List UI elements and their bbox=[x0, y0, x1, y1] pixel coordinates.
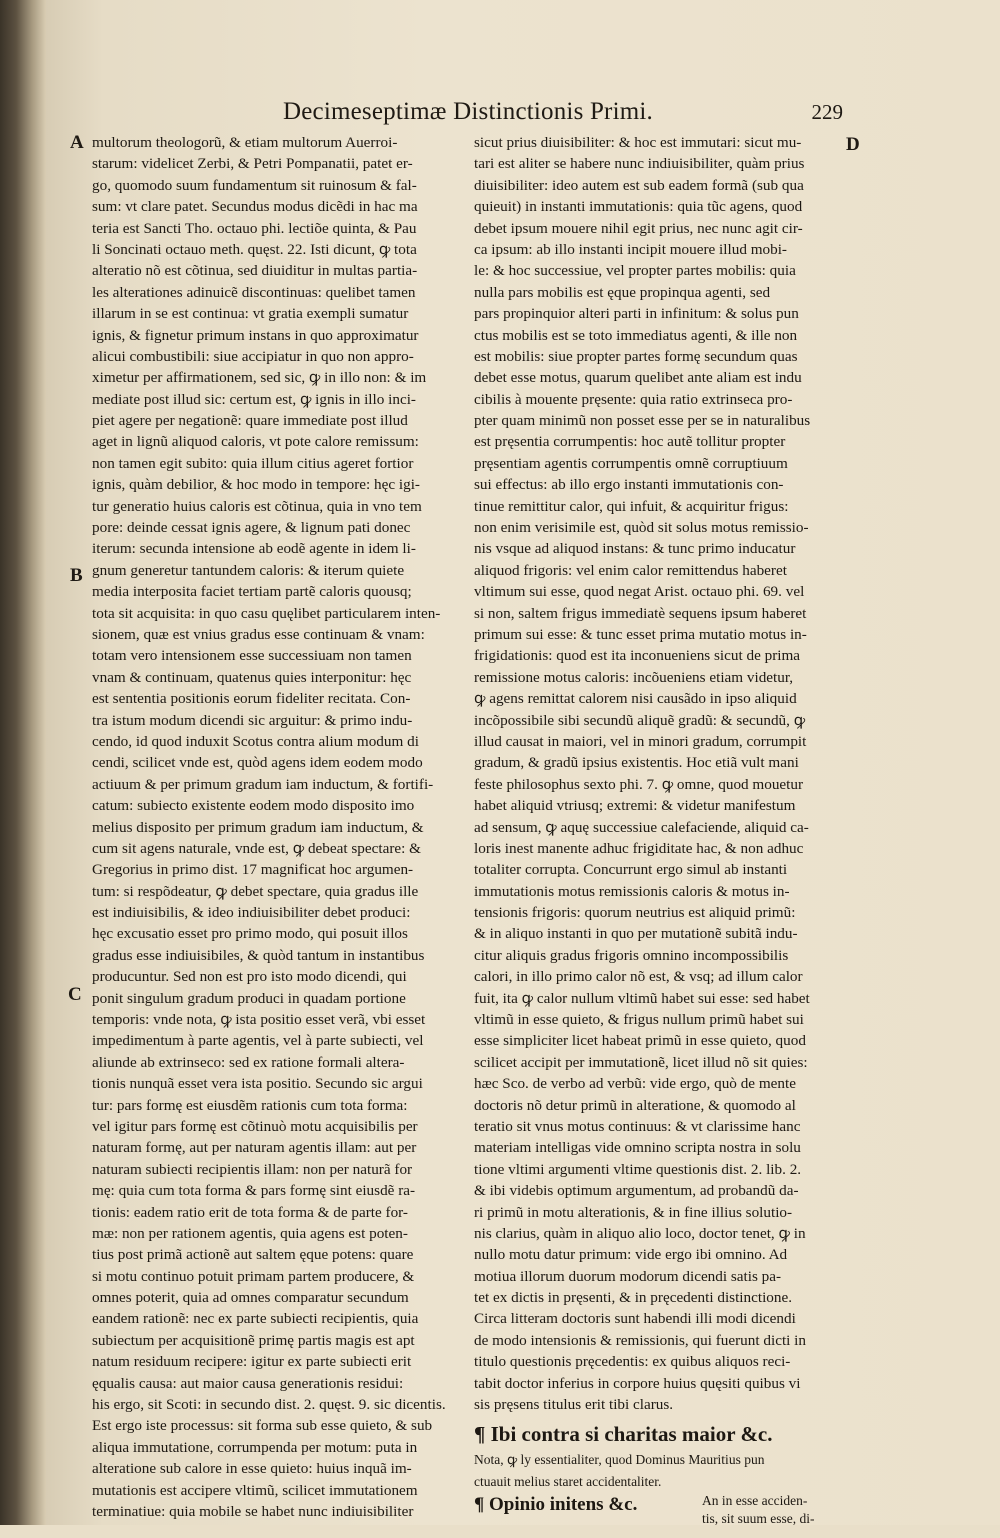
text-line: ctus mobilis est se toto immediatus agenti, & ille non bbox=[474, 326, 798, 344]
text-line: motiua illorum duorum modorum dicendi satis pa- bbox=[474, 1267, 782, 1285]
book-gutter-edge bbox=[0, 0, 46, 1525]
text-line: & in aliquo instanti in quo per mutationẽ subitã indu- bbox=[474, 925, 798, 943]
text-line: est sententia positionis eorum fideliter recitata. Con- bbox=[92, 690, 411, 708]
text-line: cibilis à mouente pręsente: quia ratio extrinseca pro- bbox=[474, 390, 793, 408]
text-line: vel igitur pars formę est cõtinuò motu acquisibilis per bbox=[92, 1117, 418, 1135]
text-line: aliqua immutatione, corrumpenda per motum: puta in bbox=[92, 1438, 418, 1456]
text-line: tari est aliter se habere nunc indiuisibiliter, quàm prius bbox=[474, 155, 805, 173]
text-line: catum: subiecto existente eodem modo disposito imo bbox=[92, 797, 415, 815]
text-line: est pręsentia corrumpentis: hoc autẽ tollitur propter bbox=[474, 433, 786, 451]
text-line: eandem rationẽ: nec ex parte subiecti recipientis, quia bbox=[92, 1310, 419, 1328]
text-line: cum sit agens naturale, vnde est, ꝙ debeat spectare: & bbox=[92, 839, 421, 857]
text-line: ęqualis causa: aut maior causa generationis residui: bbox=[92, 1374, 404, 1392]
text-line: tum: si respõdeatur, ꝙ debet spectare, quia gradus ille bbox=[92, 882, 419, 900]
text-line: impedimentum à parte agentis, vel à parte subiecti, vel bbox=[92, 1032, 424, 1050]
text-line: totam vero intensionem esse successiuam non tamen bbox=[92, 647, 412, 665]
text-line: nis vsque ad aliquod instans: & tunc primo inducatur bbox=[474, 540, 796, 558]
note-line: tis, sit suum esse, di- bbox=[702, 1511, 815, 1527]
text-line: actiuum & per primum gradum iam inductum, & fortifi- bbox=[92, 775, 434, 793]
left-column bbox=[92, 132, 458, 1522]
text-line: est indiuisibilis, & ideo indiuisibiliter debet produci: bbox=[92, 904, 411, 922]
text-line: pręsentiam agentis corrumpentis omnẽ corruptiuum bbox=[474, 454, 788, 472]
rubric-heading: ¶ Opinio initens &c. bbox=[474, 1494, 638, 1516]
text-line: gnum generetur tantundem caloris: & iterum quiete bbox=[92, 561, 405, 579]
text-line: debet esse motus, quarum quelibet ante aliam est indu bbox=[474, 369, 802, 387]
text-line: si motu continuo potuit primam partem producere, & bbox=[92, 1267, 415, 1285]
text-line: ca ipsum: ab illo instanti incipit mouere illud mobi- bbox=[474, 240, 787, 258]
text-line: mediate post illud sic: certum est, ꝙ ignis in illo inci- bbox=[92, 390, 416, 408]
text-line: ri primũ in motu alterationis, & in fine illius solutio- bbox=[474, 1203, 793, 1221]
rubric-heading: ¶ Ibi contra si charitas maior &c. bbox=[474, 1422, 773, 1447]
text-line: gradus esse indiuisibiles, & quòd tantum in instantibus bbox=[92, 946, 425, 964]
running-title: Decimeseptimæ Distinctionis Primi. bbox=[283, 98, 653, 125]
text-line: naturam formę, aut per naturam agentis illam: aut per bbox=[92, 1139, 417, 1157]
text-line: Gregorius in primo dist. 17 magnificat hoc argumen- bbox=[92, 861, 414, 879]
text-line: teria est Sancti Tho. octauo phi. lectiõe quinta, & Pau bbox=[92, 219, 417, 237]
text-line: nis clarius, quàm in aliquo alio loco, doctor tenet, ꝙ in bbox=[474, 1224, 806, 1242]
text-line: sionem, quæ est vnius gradus esse continuam & vnam: bbox=[92, 625, 425, 643]
text-line: tionis nunquã esset vera ista positio. Secundo sic argui bbox=[92, 1075, 423, 1093]
text-line: ad sensum, ꝙ aquę successiue calefaciende, aliquid ca- bbox=[474, 818, 809, 836]
folio-number: 229 bbox=[811, 100, 843, 124]
text-line: aliunde ab extrinseco: sed ex ratione formali altera- bbox=[92, 1053, 405, 1071]
text-line: debet ipsum mouere nihil egit prius, nec nunc agit cir- bbox=[474, 219, 803, 237]
text-line: teratio sit vnus motus continuus: & vt clarissime hanc bbox=[474, 1117, 801, 1135]
text-line: tota sit acquisita: in quo casu quęlibet particularem inten- bbox=[92, 604, 441, 622]
text-line: le: & hoc successiue, vel propter partes mobilis: quia bbox=[474, 262, 796, 280]
text-line: sis pręsens titulus erit tibi clarus. bbox=[474, 1396, 674, 1414]
text-line: fuit, ita ꝙ calor nullum vltimũ habet sui esse: sed habet bbox=[474, 989, 810, 1007]
text-line: ponit singulum gradum produci in quadam portione bbox=[92, 989, 406, 1007]
margin-letter-a: A bbox=[70, 132, 84, 153]
text-line: omnes poterit, quia ad omnes comparatur secundum bbox=[92, 1289, 409, 1307]
text-line: vltimum sui esse, quod negat Arist. octauo phi. 69. vel bbox=[474, 583, 805, 601]
text-line: his ergo, sit Scoti: in secundo dist. 2. quęst. 9. sic dicentis. bbox=[92, 1396, 446, 1414]
text-line: cendo, id quod induxit Scotus contra alium modum di bbox=[92, 732, 419, 750]
text-line: mutationis est accipere vltimũ, scilicet immutationem bbox=[92, 1481, 418, 1499]
text-line: tionis: eadem ratio erit de tota forma & de parte for- bbox=[92, 1203, 408, 1221]
rubric-row bbox=[474, 1492, 836, 1538]
text-line: remissione motus caloris: incõueniens etiam videtur, bbox=[474, 668, 794, 686]
text-line: tra istum modum dicendi sic arguitur: & primo indu- bbox=[92, 711, 413, 729]
margin-letter-d: D bbox=[846, 134, 860, 155]
note-line: Nota, ꝙ ly essentialiter, quod Dominus Mauritius pun bbox=[474, 1452, 765, 1468]
text-line: go, quomodo suum fundamentum sit ruinosum & fal- bbox=[92, 176, 417, 194]
text-line: ignis, quàm debilior, & hoc modo in tempore: hęc igi- bbox=[92, 476, 420, 494]
text-line: mę: quia cum tota forma & pars formę sint eiusdẽ ra- bbox=[92, 1182, 416, 1200]
text-line: quieuit) in instanti immutationis: quia tũc agens, quod bbox=[474, 198, 803, 216]
text-line: tabit doctor inferius in corpore huius quęsiti quibus vi bbox=[474, 1374, 801, 1392]
text-line: multorum theologorũ, & etiam multorum Auerroi- bbox=[92, 134, 398, 151]
text-line: alteratione sub calore in esse quieto: huius inquã im- bbox=[92, 1460, 412, 1478]
text-line: pars propinquior alteri parti in infinitum: & solus pun bbox=[474, 305, 799, 323]
text-line: tius post primã actionẽ aut saltem ęque potens: quare bbox=[92, 1246, 414, 1264]
margin-letter-c: C bbox=[68, 984, 82, 1005]
text-line: mæ: non per rationem agentis, quia agens est poten- bbox=[92, 1224, 408, 1242]
text-line: Est ergo iste processus: sit forma sub esse quieto, & sub bbox=[92, 1417, 433, 1435]
text-line: producuntur. Sed non est pro isto modo dicendi, qui bbox=[92, 968, 407, 986]
text-line: totaliter corrupta. Concurrunt ergo simul ab instanti bbox=[474, 861, 788, 879]
text-line: ignis, & fignetur primum instans in quo approximatur bbox=[92, 326, 419, 344]
text-line: citur aliquis gradus frigoris omnino incompossibilis bbox=[474, 946, 789, 964]
note-line: ctuauit melius staret accidentaliter. bbox=[474, 1473, 662, 1489]
text-line: temporis: vnde nota, ꝙ ista positio esset verã, vbi esset bbox=[92, 1011, 426, 1029]
text-line: melius disposito per primum gradum iam inductum, & bbox=[92, 818, 424, 836]
text-line: scilicet accipit per immutationẽ, licet illud nõ sit quies: bbox=[474, 1053, 808, 1071]
text-line: tet ex dictis in pręsenti, & in pręcedenti distinctione. bbox=[474, 1289, 793, 1307]
text-line: titulo questionis pręcedentis: ex quibus aliquos reci- bbox=[474, 1353, 791, 1371]
text-line: vnam & continuam, quatenus quies interponitur: hęc bbox=[92, 668, 412, 686]
text-line: ꝙ agens remittat calorem nisi causãdo in ipso aliquid bbox=[474, 690, 797, 708]
text-line: non enim verisimile est, quòd sit solus motus remissio- bbox=[474, 519, 809, 537]
text-line: alteratio nõ est cõtinua, sed diuiditur in multas partia- bbox=[92, 262, 418, 280]
text-line: loris inest manente adhuc frigiditate hac, & non adhuc bbox=[474, 839, 804, 857]
text-line: habet aliquid vtriusq; extremi: & videtur manifestum bbox=[474, 797, 796, 815]
text-line: hęc excusatio esset pro primo modo, qui posuit illos bbox=[92, 925, 408, 943]
text-line: tur generatio huius caloris est cõtinua, quia in vno tem bbox=[92, 497, 422, 515]
text-line: cendi, scilicet vnde est, quòd agens idem eodem modo bbox=[92, 754, 423, 772]
text-line: sui effectus: ab illo ergo instanti immutationis con- bbox=[474, 476, 784, 494]
text-line: tione vltimi argumenti vltime questionis dist. 2. lib. 2. bbox=[474, 1160, 802, 1178]
text-line: Circa litteram doctoris sunt habendi illi modi dicendi bbox=[474, 1310, 796, 1328]
text-line: immutationis motus remissionis caloris & motus in- bbox=[474, 882, 790, 900]
text-line: sicut prius diuisibiliter: & hoc est immutari: sicut mu- bbox=[474, 134, 802, 151]
side-note bbox=[702, 1492, 815, 1528]
text-line: nulla pars mobilis est ęque propinqua agenti, sed bbox=[474, 283, 771, 301]
running-header bbox=[283, 98, 843, 132]
right-column bbox=[474, 132, 836, 1538]
text-line: esse simpliciter licet habeat primũ in esse quieto, quod bbox=[474, 1032, 806, 1050]
text-line: hæc Sco. de verbo ad verbũ: vide ergo, quò de mente bbox=[474, 1075, 796, 1093]
text-line: starum: videlicet Zerbi, & Petri Pompanatii, patet er- bbox=[92, 155, 413, 173]
text-line: terminatiue: quia mobile se habet nunc indiuisibiliter bbox=[92, 1503, 414, 1520]
text-line: illarum in se est continua: vt gratia exempli sumatur bbox=[92, 305, 409, 323]
text-line: & ibi videbis optimum argumentum, ad probandũ da- bbox=[474, 1182, 799, 1200]
text-line: diuisibiliter: ideo autem est sub eadem formã (sub qua bbox=[474, 176, 804, 194]
text-line: vltimũ in esse quieto, & frigus nullum primũ habet sui bbox=[474, 1011, 804, 1029]
text-line: pter quam minimũ non posset esse per se in naturalibus bbox=[474, 412, 811, 430]
margin-letter-b: B bbox=[70, 565, 83, 586]
text-line: materiam intelligas vide omnino scripta nostra in solu bbox=[474, 1139, 801, 1157]
text-line: naturam subiecti recipientis illam: non per naturã for bbox=[92, 1160, 413, 1178]
text-line: non tamen egit subito: quia illum citius ageret fortior bbox=[92, 454, 414, 472]
text-line: les alterationes adinuicẽ discontinuas: quelibet tamen bbox=[92, 283, 416, 301]
text-line: tensionis frigoris: quorum neutrius est aliquid primũ: bbox=[474, 904, 796, 922]
text-line: feste philosophus sexto phi. 7. ꝙ omne, quod mouetur bbox=[474, 775, 804, 793]
text-line: sum: vt clare patet. Secundus modus dicẽdi in hac ma bbox=[92, 198, 418, 216]
text-line: aliquod frigoris: vel enim calor remittendus haberet bbox=[474, 561, 787, 579]
text-line: alicui combustibili: siue accipiatur in quo non appro- bbox=[92, 347, 414, 365]
text-line: pore: deinde cessat ignis agere, & lignum pati donec bbox=[92, 519, 411, 537]
text-line: tur: pars formę est eiusdẽm rationis cum tota forma: bbox=[92, 1096, 408, 1114]
text-line: natum residuum recipere: igitur ex parte subiecti erit bbox=[92, 1353, 412, 1371]
text-line: est mobilis: siue propter partes formę secundum quas bbox=[474, 347, 798, 365]
note-line: An in esse acciden- bbox=[702, 1493, 808, 1509]
text-line: illud causat in maiori, vel in minori gradum, corrumpit bbox=[474, 732, 807, 750]
text-line: si non, saltem frigus immediatè sequens ipsum haberet bbox=[474, 604, 807, 622]
text-line: aget in lignũ aliquod caloris, vt pote calore remissum: bbox=[92, 433, 419, 451]
text-line: iterum: secunda intensione ab eodẽ agente in idem li- bbox=[92, 540, 416, 558]
text-line: gradum, & gradũ ipsius existentis. Hoc etiã vult mani bbox=[474, 754, 799, 772]
text-line: calori, in illo primo calor nõ est, & vsq; ad illum calor bbox=[474, 968, 803, 986]
text-line: tinue remittitur calor, qui infuit, & acquiritur frigus: bbox=[474, 497, 789, 515]
text-line: nullo motu datur primum: vide ergo ibi omnino. Ad bbox=[474, 1246, 788, 1264]
text-line: frigidationis: quod est ita inconueniens sicut de prima bbox=[474, 647, 801, 665]
text-line: primum sui esse: & tunc esset prima mutatio motus in- bbox=[474, 625, 807, 643]
text-line: doctoris nõ detur primũ in alteratione, & quomodo al bbox=[474, 1096, 796, 1114]
text-line: ximetur per affirmationem, sed sic, ꝙ in illo non: & im bbox=[92, 369, 427, 387]
text-line: li Soncinati octauo meth. quęst. 22. Isti dicunt, ꝙ tota bbox=[92, 240, 417, 258]
text-line: piet agere per negationẽ: quare immediate post illud bbox=[92, 412, 408, 430]
text-line: de modo intensionis & remissionis, qui fuerunt dicti in bbox=[474, 1331, 806, 1349]
text-line: subiectum per acquisitionẽ primę partis magis est apt bbox=[92, 1331, 415, 1349]
text-line: incõpossibile sibi secundũ aliquẽ gradũ: & secundũ, ꝙ bbox=[474, 711, 806, 729]
text-line: media interposita faciet tertiam partẽ caloris quousq; bbox=[92, 583, 412, 601]
